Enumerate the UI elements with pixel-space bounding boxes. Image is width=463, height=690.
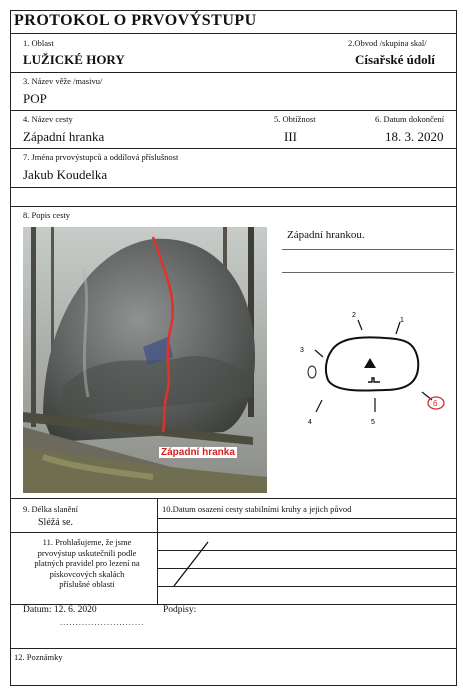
nazev-veze-label: 3. Název věže /masivu/: [23, 76, 103, 86]
divider: [10, 648, 457, 649]
route-photo: [23, 227, 267, 493]
popis-cesty-label: 8. Popis cesty: [23, 210, 70, 220]
sketch-label-4: 4: [308, 419, 312, 426]
divider: [10, 148, 457, 149]
photo-caption: Západní hranka: [161, 447, 235, 458]
nazev-veze-value: POP: [23, 91, 47, 106]
sketch-label-1: 1: [400, 317, 404, 324]
obvod-value: Císařské údolí: [355, 52, 435, 67]
divider: [10, 532, 457, 533]
sketch-label-6: 6: [433, 399, 438, 408]
podpisy-label: Podpisy:: [163, 605, 197, 615]
divider: [10, 72, 457, 73]
datum-dokonceni-value: 18. 3. 2020: [385, 129, 444, 144]
datum-label: Datum: 12. 6. 2020: [23, 605, 97, 615]
obtiznost-label: 5. Obtížnost: [274, 114, 316, 124]
divider: [10, 187, 457, 188]
obvod-label: 2.Obvod /skupina skal/: [348, 38, 427, 48]
sketch-label-3: 3: [300, 347, 304, 354]
divider: [10, 33, 457, 34]
datum-dokonceni-label: 6. Datum dokončení: [375, 114, 445, 124]
delka-slaneni-value: Sléžá se.: [38, 517, 73, 528]
prvovystupci-value: Jakub Koudelka: [23, 167, 108, 182]
prvovystupci-label: 7. Jména prvovýstupců a oddílová příslušnost: [23, 152, 179, 162]
oblast-label: 1. Oblast: [23, 38, 54, 48]
boulder-sketch: [290, 300, 455, 430]
sketch-label-5: 5: [371, 419, 375, 426]
nazev-cesty-label: 4. Název cesty: [23, 114, 73, 124]
obtiznost-value: III: [284, 129, 297, 144]
nazev-cesty-value: Západní hranka: [23, 129, 105, 144]
sketch-label-2: 2: [352, 312, 356, 319]
divider: [10, 110, 457, 111]
date-dotted-line: ...........................: [60, 617, 145, 627]
divider: [10, 206, 457, 207]
poznamky-label: 12. Poznámky: [14, 652, 63, 662]
text-line: [282, 249, 454, 250]
datum-osazeni-label: 10.Datum osazení cesty stabilními kruhy a jejich původ: [162, 504, 352, 514]
strike-through-mark: [172, 540, 222, 590]
divider: [157, 518, 457, 519]
popis-cesty-text: Západní hrankou.: [287, 229, 365, 241]
text-line: [282, 272, 454, 273]
prohlaseni-text: 11. Prohlašujeme, že jsme prvovýstup uskutečnili podle platných pravidel pro lezení na pískovcových skalách příslušné oblasti: [34, 537, 140, 589]
column-divider: [157, 498, 158, 604]
divider: [10, 498, 457, 499]
delka-slaneni-label: 9. Délka slanění: [23, 504, 78, 514]
oblast-value: LUŽICKÉ HORY: [23, 52, 125, 67]
page-title: PROTOKOL O PRVOVÝSTUPU: [14, 12, 257, 29]
